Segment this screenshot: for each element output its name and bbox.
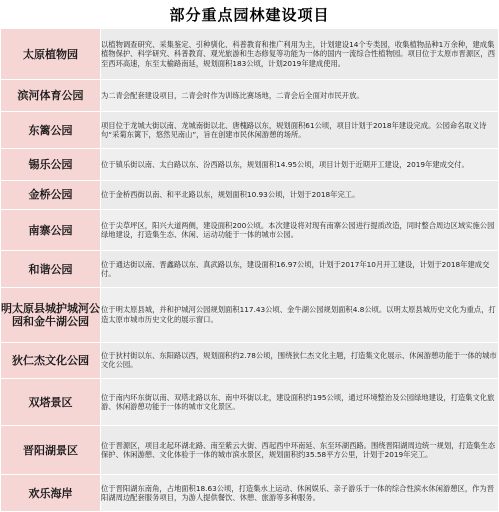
project-name: 明太原县城护城河公园和金牛湖公园 (1, 288, 101, 342)
project-name: 东篱公园 (1, 112, 101, 149)
project-description: 位于狄村街以东、东阳路以西，规划面积约2.78公顷，围绕狄仁杰文化主题，打造集文化展示、休闲游憩功能于一体的城市文化公园。 (101, 342, 499, 379)
project-name: 南寨公园 (1, 209, 101, 251)
table-row (1, 180, 499, 209)
title-bar (0, 0, 499, 28)
project-name: 锡乐公园 (1, 148, 101, 180)
project-description: 以植物调查研究、采集鉴定、引种驯化、科普教育和推广利用为主，计划建设14个专类园，收集植物品种1万余种，建成集植物保护、科学研究、科普教育、观光旅游和生态修复等功能为一体的国内一流综合性植物园。项目位于太原市晋源区，西至西环高速，东至太榆路南延，规划面积183公顷，计划2019年建成使用。 (101, 29, 499, 80)
table-row (1, 379, 499, 425)
table-row (1, 251, 499, 288)
table-row (1, 209, 499, 251)
table-row (1, 29, 499, 80)
project-description: 位于明太原县城，并和护城河公园规划面积117.43公顷、金牛湖公园规划面积4.8公顷。以明太原县城历史文化为重点，打造太原市城市历史文化的展示窗口。 (101, 288, 499, 342)
project-name: 晋阳湖景区 (1, 425, 101, 475)
project-description: 位于镇乐街以南、太白路以东、汾西路以东，规划面积14.95公顷，项目计划于近期开工建设，2019年建成交付。 (101, 148, 499, 180)
project-name: 和谐公园 (1, 251, 101, 288)
project-description: 项目位于龙城大街以南、龙城南街以北、唐槐路以东，规划面积61公顷，项目计划于2018年建设完成。公园命名取义诗句“采菊东篱下，悠然见南山”，旨在创建市民休闲游憩的场所。 (101, 112, 499, 149)
table-row (1, 288, 499, 342)
projects-table (0, 28, 499, 512)
project-name: 太原植物园 (1, 29, 101, 80)
project-description: 位于通达街以南、晋鑫路以东、真武路以东，建设面积16.97公顷，计划于2017年10月开工建设，计划于2018年建成交付。 (101, 251, 499, 288)
table-row (1, 425, 499, 475)
table-row (1, 475, 499, 512)
project-name: 狄仁杰文化公园 (1, 342, 101, 379)
table-row (1, 148, 499, 180)
project-description: 位于南内环东街以南、双塔北路以东、南中环街以北，建设面积约195公顷，通过环境整治及公园绿地建设，打造集文化旅游、休闲游憩功能于一体的城市文化景区。 (101, 379, 499, 425)
table-row (1, 80, 499, 112)
project-name: 金桥公园 (1, 180, 101, 209)
project-description: 位于尖草坪区，阳兴大道两侧，建设面积200公顷。本次建设将对现有南寨公园进行提质改造，同时整合周边区域实施公园绿地建设，打造集生态、休闲、运动功能于一体的城市公园。 (101, 209, 499, 251)
page-title: 部分重点园林建设项目 (169, 5, 330, 24)
project-description: 为二青会配套建设项目，二青会时作为训练比赛场地，二青会后全面对市民开放。 (101, 80, 499, 112)
projects-table-body (1, 29, 499, 512)
project-description: 位于晋阳湖东南角，占地面积18.63公顷，打造集水上运动、休闲娱乐、亲子游乐于一体的综合性滨水休闲游憩区，作为晋阳湖周边配套服务项目，为游人提供餐饮、休憩、旅游等多种服务。 (101, 475, 499, 512)
project-name: 滨河体育公园 (1, 80, 101, 112)
project-description: 位于金桥西街以南、和平北路以东，规划面积10.93公顷，计划于2018年完工。 (101, 180, 499, 209)
project-name: 双塔景区 (1, 379, 101, 425)
table-row (1, 342, 499, 379)
table-row (1, 112, 499, 149)
project-name: 欢乐海岸 (1, 475, 101, 512)
project-description: 位于晋源区，项目北起环湖北路、南至紫云大街、西起西中环南延、东至环湖西路。围绕晋阳湖周边统一规划，打造集生态保护、休闲游憩、文化体验于一体的城市滨水景区，规划面积约35.58平方公里，计划于2019年完工。 (101, 425, 499, 475)
